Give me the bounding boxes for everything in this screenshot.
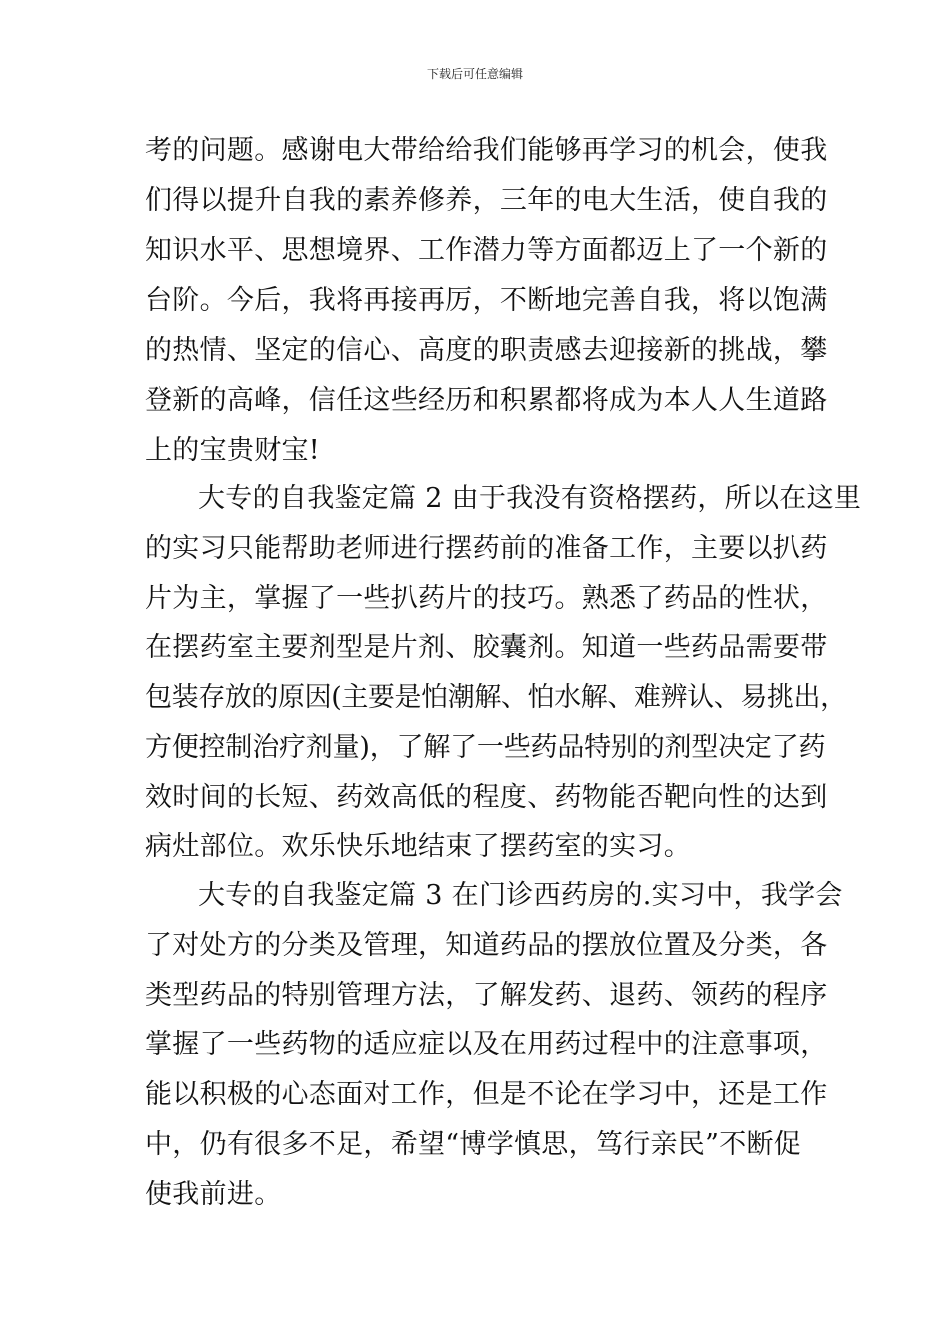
- text-line: 片为主，掌握了一些扒药片的技巧。熟悉了药品的性状，: [145, 583, 828, 614]
- text-line: 方便控制治疗剂量)，了解了一些药品特别的剂型决定了药: [145, 732, 826, 763]
- text-line: 台阶。今后，我将再接再厉，不断地完善自我，将以饱满: [145, 285, 828, 316]
- text-line: 使我前进。: [145, 1179, 282, 1210]
- text-line: 能以积极的心态面对工作，但是不论在学习中，还是工作: [145, 1079, 828, 1110]
- text-line: 效时间的长短、药效高低的程度、药物能否靶向性的达到: [145, 782, 828, 813]
- text-line: 中，仍有很多不足，希望“博学慎思，笃行亲民”不断促: [145, 1129, 802, 1160]
- text-line: 了对处方的分类及管理，知道药品的摆放位置及分类，各: [145, 930, 828, 961]
- text-line: 登新的高峰，信任这些经历和积累都将成为本人人生道路: [145, 385, 828, 416]
- text-line: 的实习只能帮助老师进行摆药前的准备工作，主要以扒药: [145, 533, 828, 564]
- text-line: 掌握了一些药物的适应症以及在用药过程中的注意事项，: [145, 1029, 828, 1060]
- text-line: 考的问题。感谢电大带给给我们能够再学习的机会，使我: [145, 135, 828, 166]
- text-line: 病灶部位。欢乐快乐地结束了摆药室的实习。: [145, 831, 691, 862]
- text-line: 们得以提升自我的素养修养，三年的电大生活，使自我的: [145, 185, 828, 216]
- text-line: 类型药品的特别管理方法，了解发药、退药、领药的程序: [145, 980, 828, 1011]
- paragraph-first-line: 大专的自我鉴定篇 2 由于我没有资格摆药，所以在这里: [198, 483, 862, 514]
- text-line: 包装存放的原因(主要是怕潮解、怕水解、难辨认、易挑出，: [145, 682, 847, 713]
- text-line: 知识水平、思想境界、工作潜力等方面都迈上了一个新的: [145, 235, 828, 266]
- text-line: 的热情、坚定的信心、高度的职责感去迎接新的挑战，攀: [145, 335, 828, 366]
- text-line: 上的宝贵财宝!: [145, 435, 320, 466]
- page-header: 下载后可任意编辑: [426, 67, 523, 81]
- text-line: 在摆药室主要剂型是片剂、胶囊剂。知道一些药品需要带: [145, 632, 828, 663]
- paragraph-first-line: 大专的自我鉴定篇 3 在门诊西药房的.实习中，我学会: [198, 880, 843, 911]
